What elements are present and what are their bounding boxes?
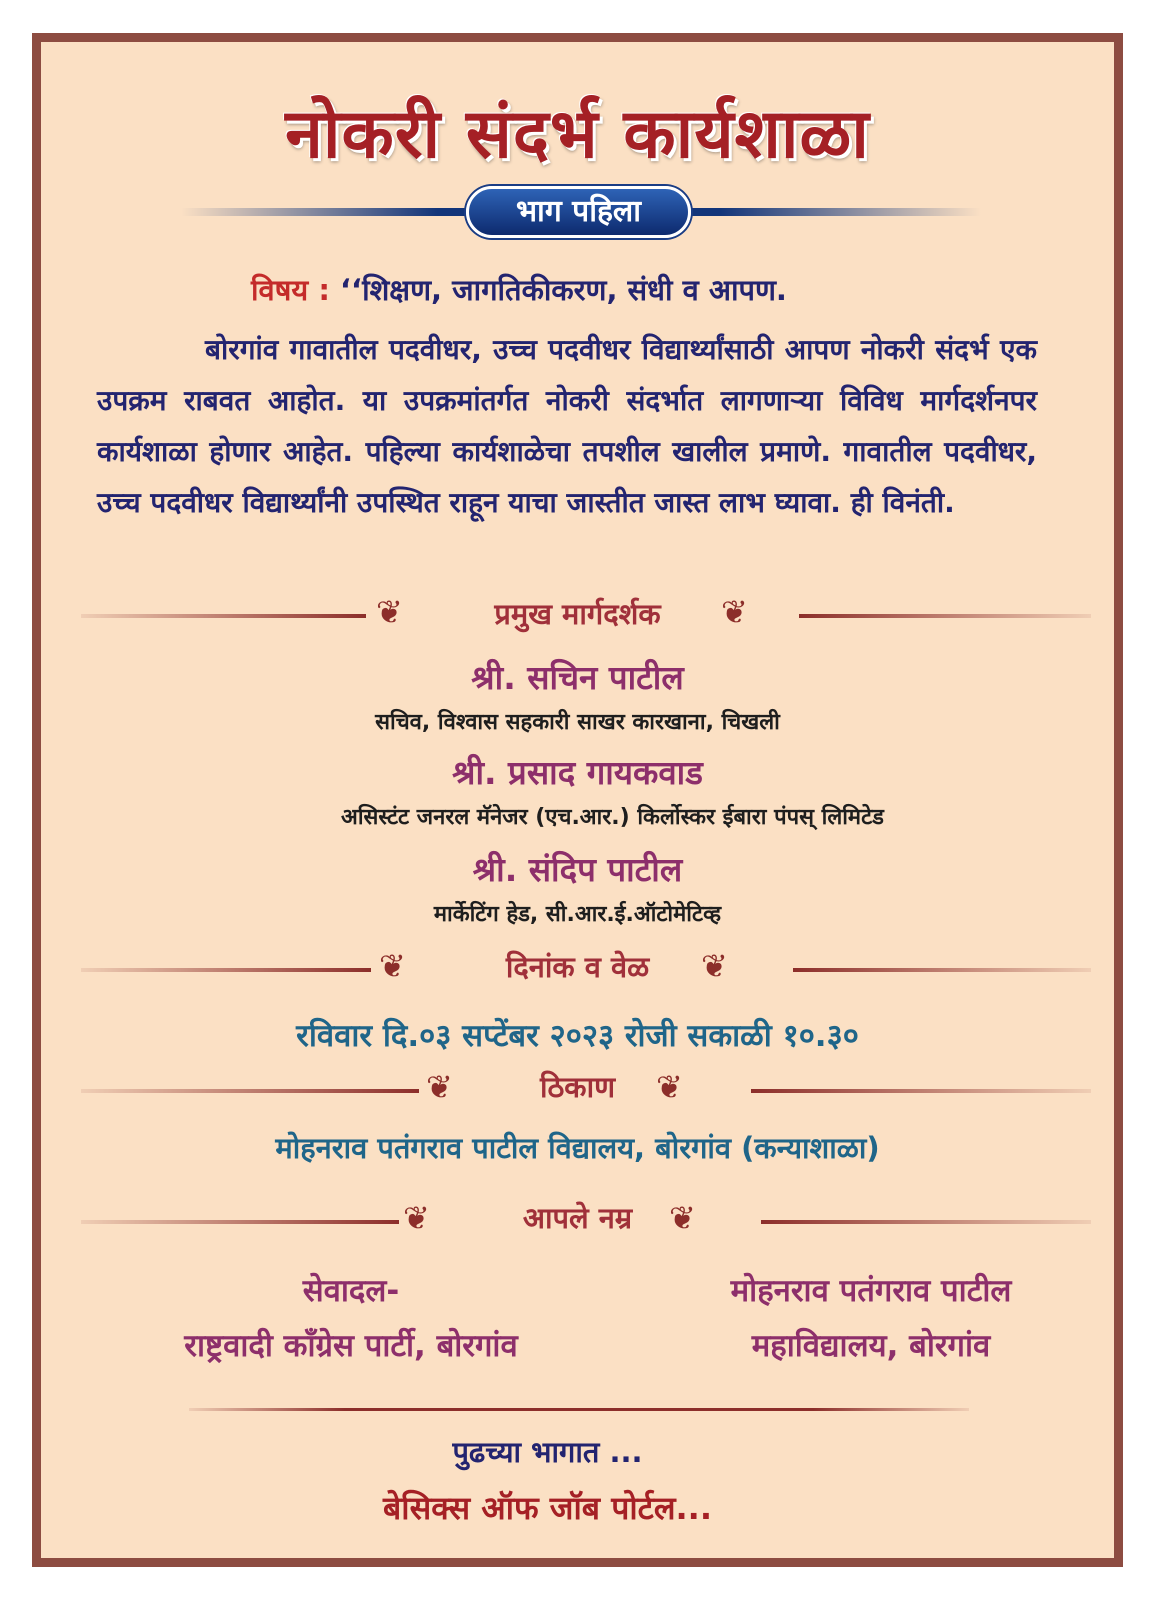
guide-name: श्री. सचिन पाटील bbox=[471, 658, 684, 697]
right-ornament-icon: ❦ bbox=[721, 593, 748, 631]
intro-paragraph: बोरगांव गावातील पदवीधर, उच्च पदवीधर विद्यार्थ्यांसाठी आपण नोकरी संदर्भ एक उपक्रम राबवत आहोत. या उपक्रमांतर्गत नोकरी संदर्भात लागणाऱ्या विविध मार्गदर्शनपर कार्यशाळा होणार आहेत. पहिल्या कार्यशाळेचा तपशील खालील प्रमाणे. गावातील पदवीधर, उच्च पदवीधर विद्यार्थ्यांनी उपस्थित राहून याचा जास्तीत जास्त लाभ घ्यावा. ही विनंती. bbox=[97, 333, 1037, 519]
guide-name: श्री. संदिप पाटील bbox=[472, 850, 683, 889]
part-banner-left-line bbox=[181, 208, 466, 216]
left-ornament-icon: ❦ bbox=[403, 1199, 430, 1237]
part-banner-right-line bbox=[691, 208, 981, 216]
hosts-heading: आपले नम्र bbox=[522, 1201, 633, 1235]
right-ornament-icon: ❦ bbox=[701, 947, 728, 985]
next-part-label: पुढच्या भागात ... bbox=[452, 1435, 643, 1469]
host-left-line2: राष्ट्रवादी कॉंग्रेस पार्टी, बोरगांव bbox=[184, 1328, 518, 1364]
left-ornament-icon: ❦ bbox=[426, 1068, 453, 1106]
right-ornament-icon: ❦ bbox=[669, 1199, 696, 1237]
host-left-line1: सेवादल- bbox=[302, 1273, 400, 1309]
right-ornament-icon: ❦ bbox=[656, 1068, 683, 1106]
venue-heading: ठिकाण bbox=[539, 1070, 616, 1104]
datetime-heading: दिनांक व वेळ bbox=[505, 950, 650, 984]
guide-designation: असिस्टंट जनरल मॅनेजर (एच.आर.) किर्लोस्कर ईबारा पंपस् लिमिटेड bbox=[341, 805, 884, 830]
left-ornament-icon: ❦ bbox=[379, 947, 406, 985]
left-ornament-icon: ❦ bbox=[376, 593, 403, 631]
host-right-line1: मोहनराव पतंगराव पाटील bbox=[730, 1273, 1012, 1309]
host-right bbox=[641, 1264, 1101, 1374]
guides-heading: प्रमुख मार्गदर्शक bbox=[494, 597, 661, 631]
guide-designation: मार्केटिंग हेड, सी.आर.ई.ऑटोमेटिव्ह bbox=[433, 902, 722, 927]
page-title: नोकरी संदर्भ कार्यशाळा bbox=[285, 95, 870, 174]
guide-designation: सचिव, विश्वास सहकारी साखर कारखाना, चिखली bbox=[375, 710, 780, 735]
part-badge: भाग पहिला bbox=[466, 186, 691, 238]
host-left bbox=[111, 1264, 591, 1374]
host-right-line2: महाविद्यालय, बोरगांव bbox=[751, 1328, 991, 1364]
event-datetime: रविवार दि.०३ सप्टेंबर २०२३ रोजी सकाळी १०.३० bbox=[296, 1018, 859, 1054]
guide-name: श्री. प्रसाद गायकवाड bbox=[452, 753, 703, 792]
footer-divider bbox=[189, 1408, 969, 1411]
subject-label: विषय : bbox=[251, 273, 330, 307]
invitation-card bbox=[32, 33, 1123, 1567]
subject-text: ‘‘शिक्षण, जागतिकीकरण, संधी व आपण. bbox=[340, 273, 787, 307]
next-part-topic: बेसिक्स ऑफ जॉब पोर्टल... bbox=[383, 1489, 712, 1527]
event-venue: मोहनराव पतंगराव पाटील विद्यालय, बोरगांव (कन्याशाळा) bbox=[275, 1131, 880, 1165]
subject-line bbox=[251, 270, 951, 309]
